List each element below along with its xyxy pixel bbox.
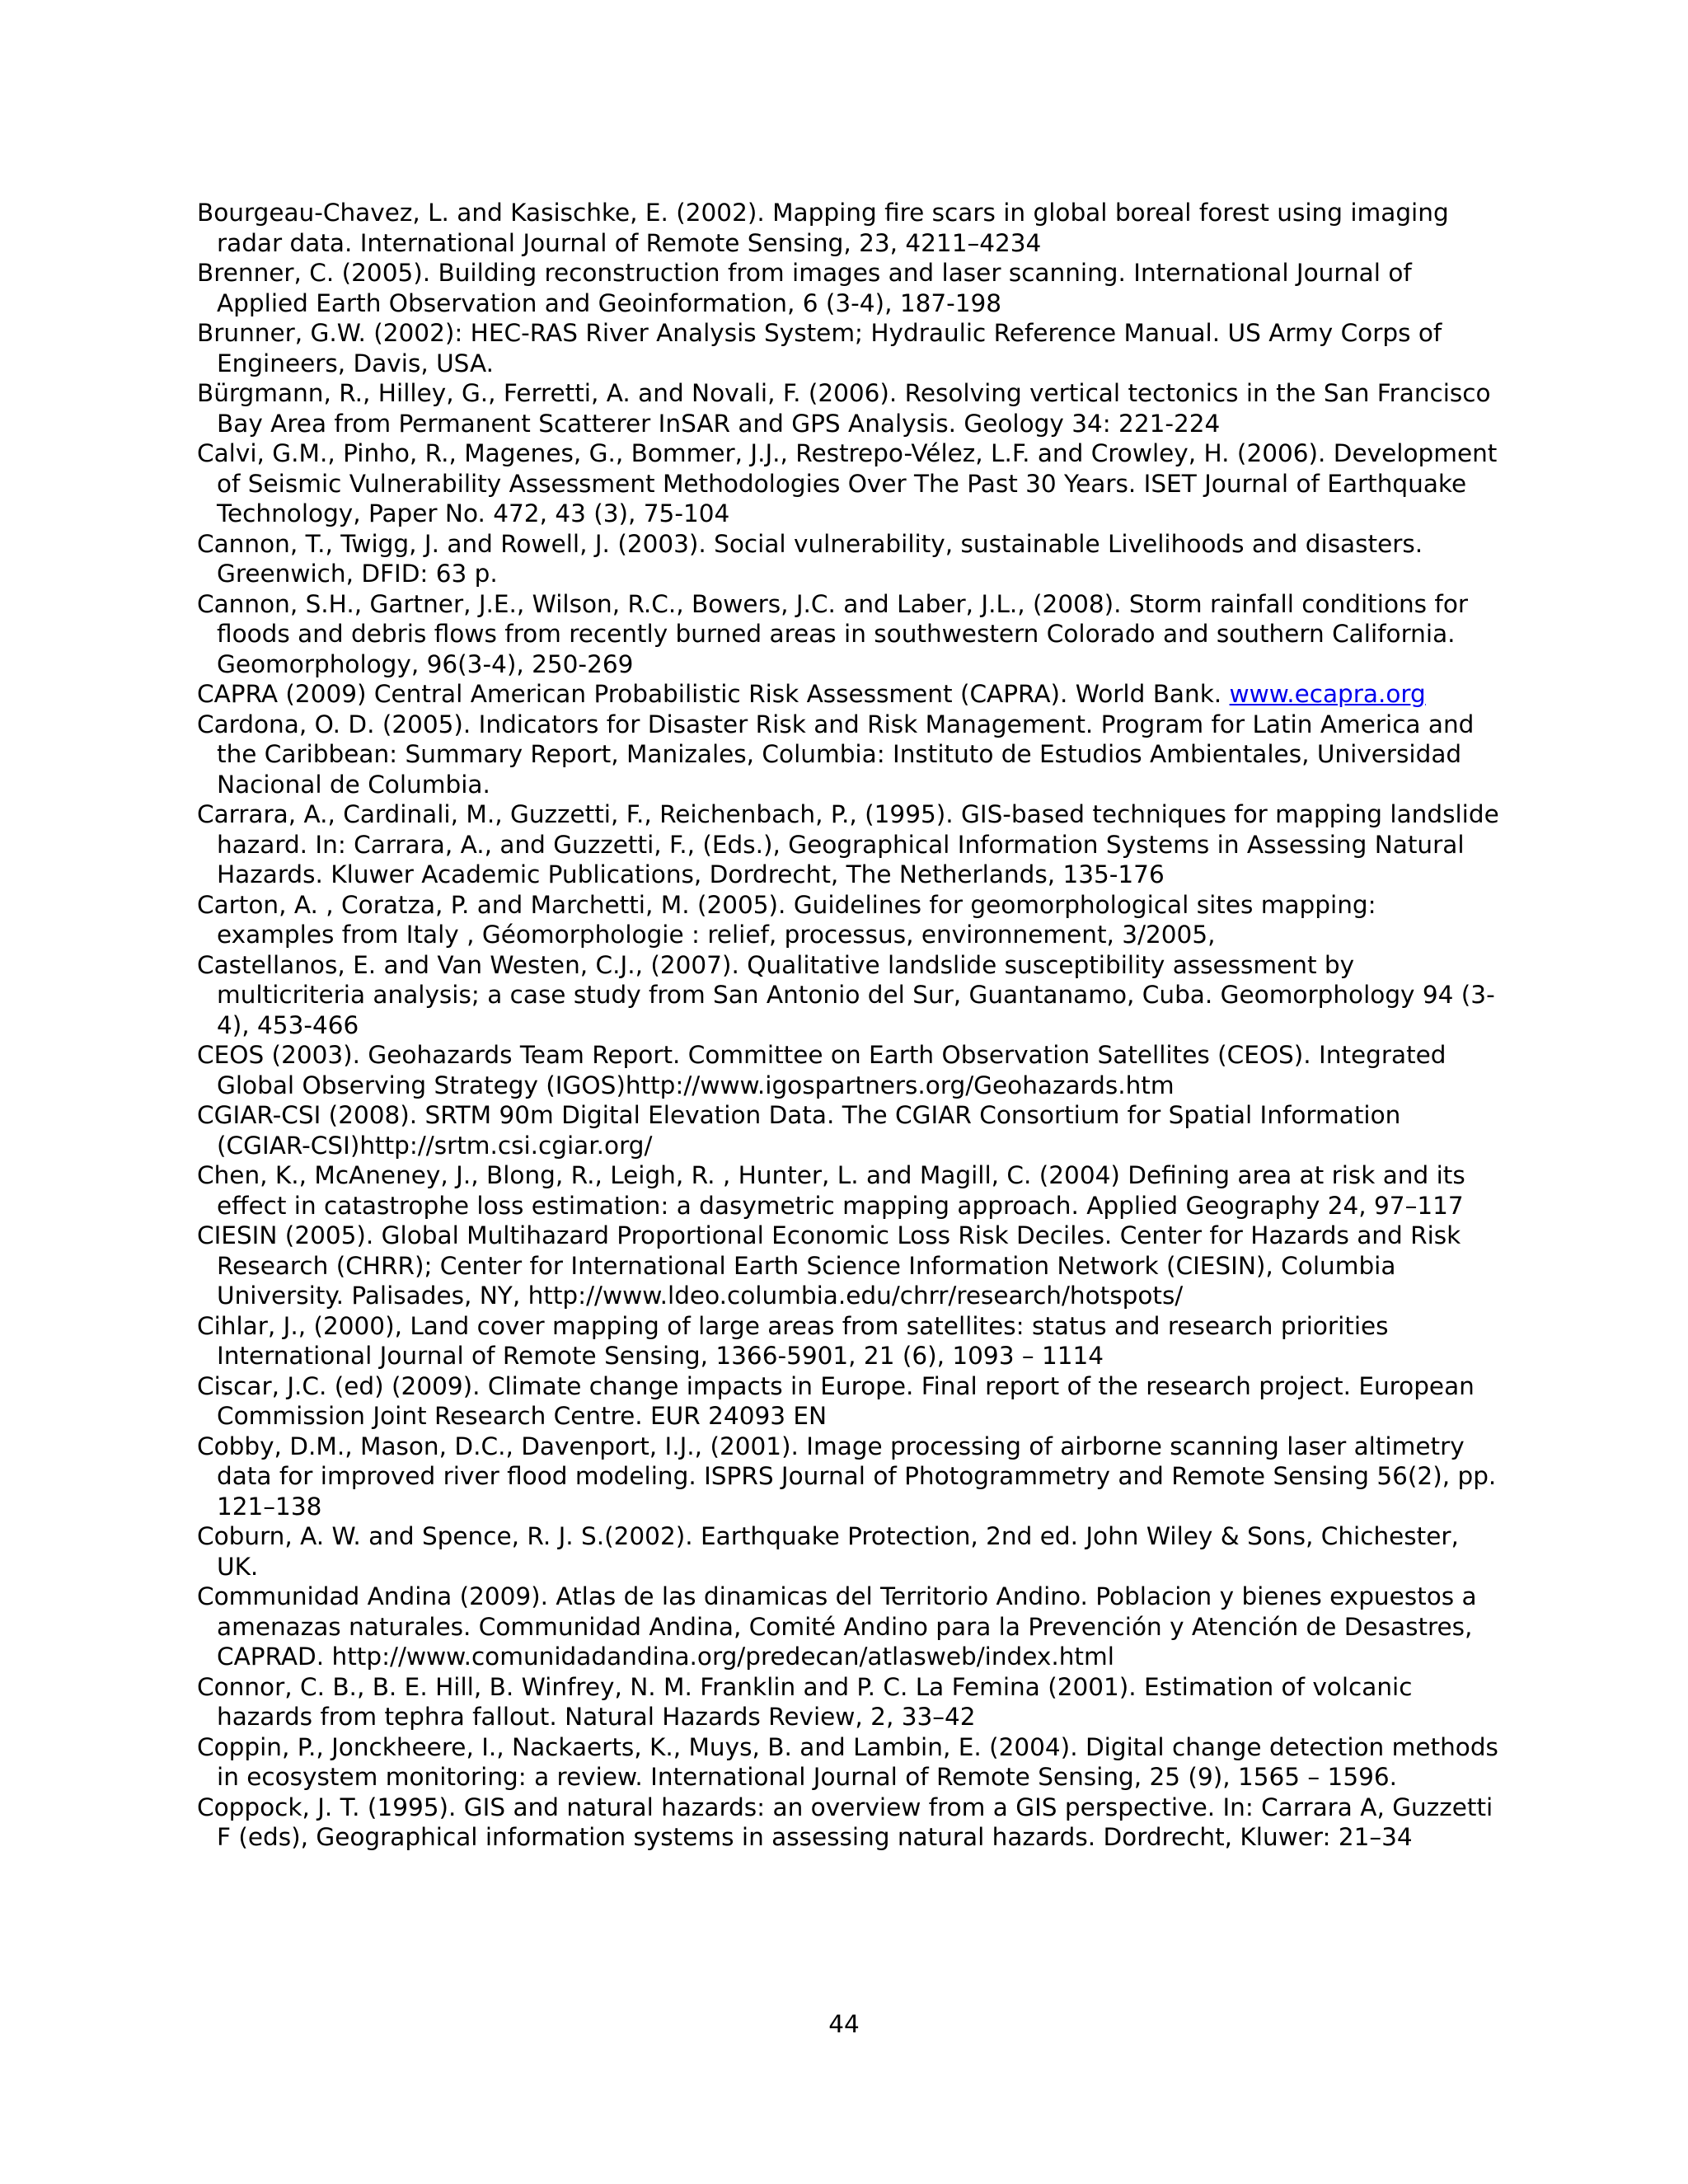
- reference-entry: [197, 1521, 1499, 1582]
- reference-text: CEOS (2003). Geohazards Team Report. Committee on Earth Observation Satellites (CEOS). Integrated Global Observing Strategy (IGOS)http://www.igospartners.org/Geohazards.htm: [197, 1041, 1447, 1099]
- reference-list: [197, 198, 1499, 1853]
- reference-entry: [197, 1221, 1499, 1311]
- reference-entry: [197, 1311, 1499, 1371]
- reference-entry: [197, 799, 1499, 890]
- reference-text: Cannon, T., Twigg, J. and Rowell, J. (2003). Social vulnerability, sustainable Livelihoods and disasters. Greenwich, DFID: 63 p.: [197, 529, 1423, 588]
- reference-entry: [197, 679, 1499, 710]
- ecapra-link[interactable]: www.ecapra.org: [1229, 680, 1426, 708]
- reference-entry: [197, 1793, 1499, 1853]
- reference-entry: [197, 378, 1499, 438]
- reference-entry: [197, 529, 1499, 589]
- page-number: 44: [828, 2010, 860, 2038]
- reference-entry: [197, 1160, 1499, 1221]
- reference-entry: [197, 1371, 1499, 1432]
- reference-text: Ciscar, J.C. (ed) (2009). Climate change impacts in Europe. Final report of the research project. European Commission Joint Research Centre. EUR 24093 EN: [197, 1371, 1475, 1430]
- reference-entry: [197, 198, 1499, 258]
- reference-entry: [197, 589, 1499, 680]
- reference-entry: [197, 710, 1499, 800]
- reference-text: Brunner, G.W. (2002): HEC-RAS River Analysis System; Hydraulic Reference Manual. US Army Corps of Engineers, Davis, USA.: [197, 319, 1442, 377]
- reference-text: Carton, A. , Coratza, P. and Marchetti, M. (2005). Guidelines for geomorphological sites mapping: examples from Italy , Géomorphologie : relief, processus, environnement, 3/2005,: [197, 890, 1376, 949]
- reference-entry: [197, 950, 1499, 1041]
- reference-text: Coppock, J. T. (1995). GIS and natural hazards: an overview from a GIS perspective. In: Carrara A, Guzzetti F (eds), Geographical information systems in assessing natural hazards. Dordrecht, Kluwer: 21–34: [197, 1793, 1493, 1851]
- reference-entry: [197, 258, 1499, 318]
- reference-text: Cardona, O. D. (2005). Indicators for Disaster Risk and Risk Management. Program for Latin America and the Caribbean: Summary Report, Manizales, Columbia: Instituto de Estudios Ambientales, Universidad Nacional de Columbia.: [197, 710, 1475, 799]
- reference-text: Cihlar, J., (2000), Land cover mapping of large areas from satellites: status and research priorities International Journal of Remote Sensing, 1366-5901, 21 (6), 1093 – 1114: [197, 1311, 1389, 1370]
- reference-text: Chen, K., McAneney, J., Blong, R., Leigh, R. , Hunter, L. and Magill, C. (2004) Defining area at risk and its effect in catastrophe loss estimation: a dasymetric mapping approach. Applied Geography 24, 97–117: [197, 1161, 1465, 1220]
- reference-text: Cannon, S.H., Gartner, J.E., Wilson, R.C., Bowers, J.C. and Laber, J.L., (2008). Storm rainfall conditions for floods and debris flows from recently burned areas in southwestern Colorado and southern California. Geomorphology, 96(3-4), 250-269: [197, 589, 1468, 678]
- reference-text: Coppin, P., Jonckheere, I., Nackaerts, K., Muys, B. and Lambin, E. (2004). Digital change detection methods in ecosystem monitoring: a review. International Journal of Remote Sensing, 25 (9), 1565 – 1596.: [197, 1732, 1498, 1791]
- reference-entry: [197, 1432, 1499, 1522]
- reference-entry: [197, 890, 1499, 950]
- reference-text: Brenner, C. (2005). Building reconstruction from images and laser scanning. International Journal of Applied Earth Observation and Geoinformation, 6 (3-4), 187-198: [197, 259, 1412, 317]
- reference-entry: [197, 1040, 1499, 1100]
- reference-text: Coburn, A. W. and Spence, R. J. S.(2002). Earthquake Protection, 2nd ed. John Wiley & Sons, Chichester, UK.: [197, 1522, 1459, 1581]
- reference-entry: [197, 1672, 1499, 1732]
- reference-text: CIESIN (2005). Global Multihazard Proportional Economic Loss Risk Deciles. Center for Hazards and Risk Research (CHRR); Center for International Earth Science Information Network (CIESIN), Columbia University. Palisades, NY, http://www.ldeo.columbia.edu/chrr/research/hotspots/: [197, 1221, 1461, 1310]
- reference-entry: [197, 1100, 1499, 1160]
- reference-entry: [197, 1582, 1499, 1672]
- reference-text: Bürgmann, R., Hilley, G., Ferretti, A. and Novali, F. (2006). Resolving vertical tectonics in the San Francisco Bay Area from Permanent Scatterer InSAR and GPS Analysis. Geology 34: 221-224: [197, 379, 1491, 438]
- reference-entry: [197, 438, 1499, 529]
- reference-text: Calvi, G.M., Pinho, R., Magenes, G., Bommer, J.J., Restrepo-Vélez, L.F. and Crowley, H. (2006). Development of Seismic Vulnerability Assessment Methodologies Over The Past 30 Years. ISET Journal of Earthquake Technology, Paper No. 472, 43 (3), 75-104: [197, 439, 1498, 527]
- reference-text: Bourgeau-Chavez, L. and Kasischke, E. (2002). Mapping fire scars in global boreal forest using imaging radar data. International Journal of Remote Sensing, 23, 4211–4234: [197, 199, 1449, 257]
- reference-text: Castellanos, E. and Van Westen, C.J., (2007). Qualitative landslide susceptibility assessment by multicriteria analysis; a case study from San Antonio del Sur, Guantanamo, Cuba. Geomorphology 94 (3-4), 453-466: [197, 950, 1495, 1039]
- reference-text: CGIAR-CSI (2008). SRTM 90m Digital Elevation Data. The CGIAR Consortium for Spatial Information (CGIAR-CSI)http://srtm.csi.cgiar.org/: [197, 1101, 1401, 1160]
- reference-text: Carrara, A., Cardinali, M., Guzzetti, F., Reichenbach, P., (1995). GIS-based techniques for mapping landslide hazard. In: Carrara, A., and Guzzetti, F., (Eds.), Geographical Information Systems in Assessing Natural Hazards. Kluwer Academic Publications, Dordrecht, The Netherlands, 135-176: [197, 800, 1499, 888]
- reference-text: Cobby, D.M., Mason, D.C., Davenport, I.J., (2001). Image processing of airborne scanning laser altimetry data for improved river flood modeling. ISPRS Journal of Photogrammetry and Remote Sensing 56(2), pp. 121–138: [197, 1432, 1497, 1521]
- reference-text: CAPRA (2009) Central American Probabilistic Risk Assessment (CAPRA). World Bank.: [197, 680, 1230, 708]
- reference-text: Connor, C. B., B. E. Hill, B. Winfrey, N. M. Franklin and P. C. La Femina (2001). Estimation of volcanic hazards from tephra fallout. Natural Hazards Review, 2, 33–42: [197, 1672, 1413, 1731]
- reference-text: Communidad Andina (2009). Atlas de las dinamicas del Territorio Andino. Poblacion y bienes expuestos a amenazas naturales. Communidad Andina, Comité Andino para la Prevención y Atención de Desastres, CAPRAD. http://www.comunidadandina.org/predecan/atlasweb/index.html: [197, 1582, 1477, 1671]
- reference-entry: [197, 318, 1499, 378]
- reference-entry: [197, 1732, 1499, 1793]
